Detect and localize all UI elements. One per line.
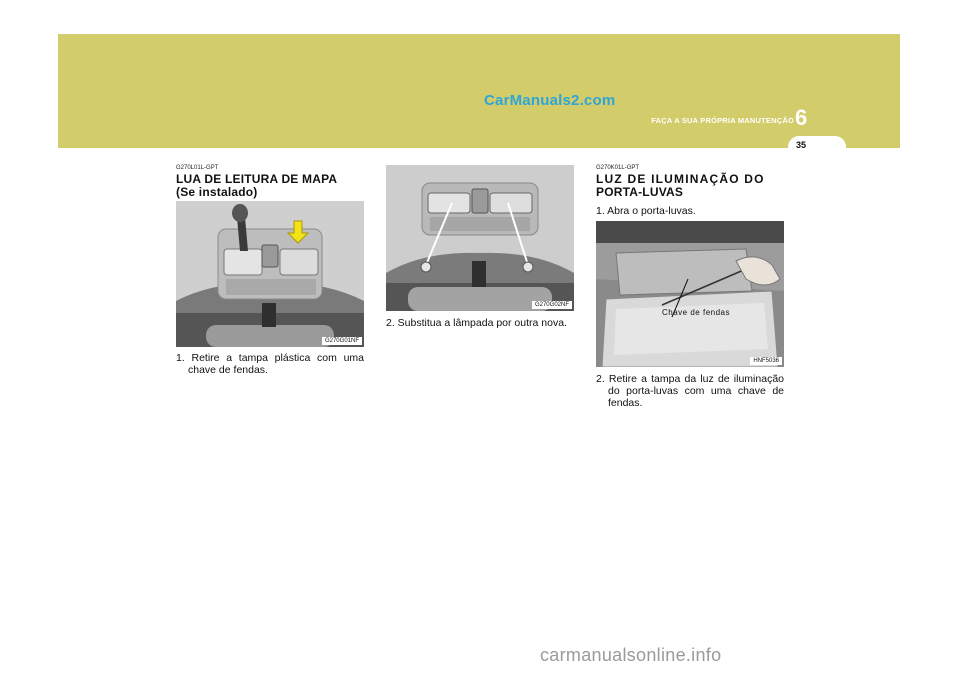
watermark-link-bottom[interactable]: carmanualsonline.info bbox=[540, 645, 722, 665]
step-2: 2. Substitua a lâmpada por outra nova. bbox=[386, 317, 567, 329]
section-map-light bbox=[176, 165, 364, 376]
section-heading: LUA DE LEITURA DE MAPA bbox=[176, 172, 338, 186]
header-band bbox=[58, 34, 900, 148]
screwdriver-callout: Chave de fendas bbox=[662, 308, 730, 317]
section-replace-bulb bbox=[386, 165, 574, 329]
bulb-photo bbox=[386, 165, 574, 311]
step-1: 1. Retire a tampa plástica com uma chave de fendas. bbox=[176, 352, 364, 376]
image-code: HNF5036 bbox=[750, 357, 782, 365]
step-2: 2. Retire a tampa da luz de iluminação do porta-luvas com uma chave de fendas. bbox=[596, 373, 784, 409]
map-light-photo bbox=[176, 201, 364, 347]
section-code: G270L01L-GPT bbox=[176, 165, 219, 171]
chapter-title: FAÇA A SUA PRÓPRIA MANUTENÇÃO bbox=[651, 116, 794, 125]
watermark-link-top[interactable]: CarManuals2.com bbox=[484, 92, 616, 109]
section-glovebox-light bbox=[596, 165, 784, 409]
page-number: 35 bbox=[796, 140, 807, 150]
image-code: G270G02NF bbox=[532, 301, 572, 309]
section-heading-note: (Se instalado) bbox=[176, 185, 258, 199]
section-code: G270K01L-GPT bbox=[596, 165, 640, 171]
section-heading-cont: PORTA-LUVAS bbox=[596, 185, 684, 199]
glovebox-photo bbox=[596, 221, 784, 367]
image-code: G270G01NF bbox=[322, 337, 362, 345]
step-1: 1. Abra o porta-luvas. bbox=[596, 205, 696, 217]
section-heading: LUZ DE ILUMINAÇÃO DO bbox=[596, 172, 765, 186]
chapter-number: 6 bbox=[795, 105, 808, 130]
